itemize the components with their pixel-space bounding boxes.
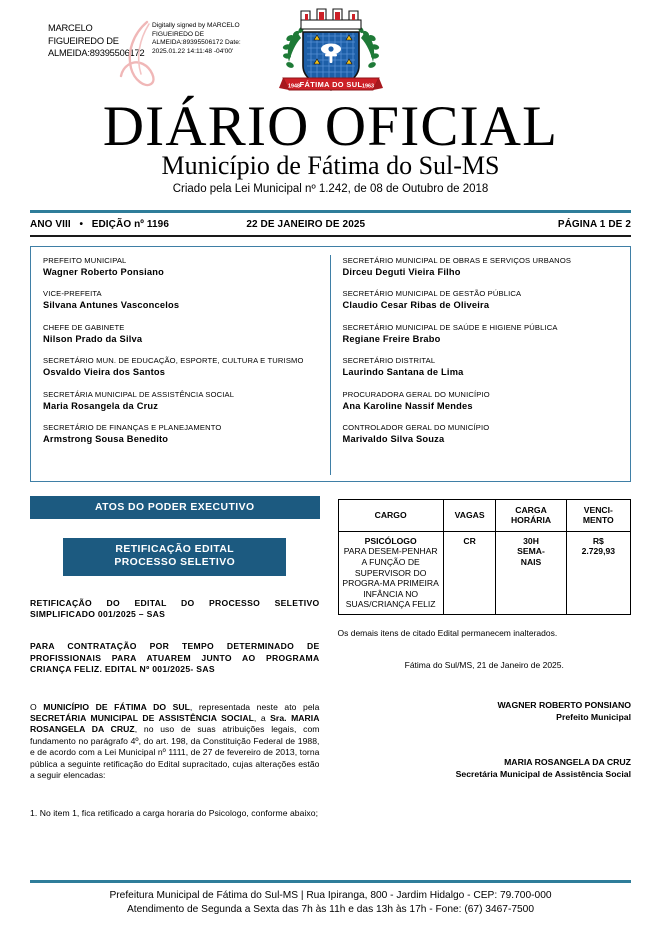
edition-year: ANO VIII [30, 218, 71, 230]
header-rule-bottom [30, 235, 631, 237]
venc-currency: R$ [592, 535, 604, 546]
page-indicator: PÁGINA 1 DE 2 [557, 218, 631, 230]
table-row [338, 531, 631, 614]
official-name: Maria Rosangela da Cruz [43, 400, 159, 411]
official-entry [43, 389, 320, 412]
official-role: PROCURADORA GERAL DO MUNICÍPIO [342, 389, 490, 399]
svg-text:1963: 1963 [361, 83, 374, 90]
venc-line-2: MENTO [582, 515, 614, 526]
note-inalterados: Os demais itens de citado Edital permanecem inalterados. [337, 627, 558, 638]
signature-title-prefeito: Prefeito Municipal [556, 711, 631, 722]
banner-retificacao-line-2: PROCESSO SELETIVO [114, 557, 236, 569]
carga-line-1: CARGA [515, 504, 547, 515]
cell-cargo [338, 531, 443, 614]
body-run-1: MUNICÍPIO DE FÁTIMA DO SUL [43, 701, 190, 712]
svg-text:FÁTIMA DO SUL: FÁTIMA DO SUL [299, 80, 362, 89]
official-name: Ana Karoline Nassif Mendes [342, 400, 473, 411]
carga-value-1: 30H [523, 535, 539, 546]
official-name: Armstrong Sousa Benedito [43, 434, 169, 445]
edition-left [30, 219, 246, 230]
digital-signature-block [48, 22, 258, 60]
table-header-vagas: VAGAS [443, 499, 496, 531]
official-name: Laurindo Santana de Lima [342, 367, 464, 378]
signature-name-prefeito: WAGNER ROBERTO PONSIANO [497, 699, 631, 710]
official-entry [343, 255, 621, 278]
cell-carga-horaria [496, 531, 566, 614]
official-entry [343, 322, 621, 345]
official-role: SECRETÁRIO MUNICIPAL DE OBRAS E SERVIÇOS URBANOS [342, 255, 572, 265]
officials-column-right [331, 255, 631, 475]
official-name: Claudio Cesar Ribas de Oliveira [342, 300, 490, 311]
content-column-left [30, 496, 331, 886]
carga-line-2: HORÁRIA [510, 515, 552, 526]
signature-block-prefeito [338, 699, 632, 723]
cargo-title: PSICÓLOGO [364, 535, 417, 546]
official-entry [343, 389, 621, 412]
officials-box [30, 246, 631, 482]
page-footer [30, 880, 631, 917]
carga-value-3: NAIS [520, 556, 542, 567]
official-role: SECRETÁRIA MUNICIPAL DE ASSISTÊNCIA SOCIAL [43, 389, 235, 399]
edition-bar [30, 213, 631, 235]
official-role: SECRETÁRIO DE FINANÇAS E PLANEJAMENTO [43, 423, 222, 433]
official-role: VICE-PREFEITA [43, 289, 102, 299]
body-run-0: O [30, 701, 44, 712]
footer-text [30, 883, 631, 917]
edition-separator-dot: • [79, 218, 84, 230]
official-name: Wagner Roberto Ponsiano [43, 266, 164, 277]
table-header-carga-horaria [496, 499, 566, 531]
item-1-text: 1. No item 1, fica retificado a carga horaria do Psicologo, conforme abaixo; [30, 808, 319, 819]
official-entry [43, 288, 320, 311]
coat-of-arms-icon [277, 4, 385, 104]
venc-line-1: VENCI- [583, 504, 613, 515]
table-header-vencimento [566, 499, 630, 531]
heading-contratacao: PARA CONTRATAÇÃO POR TEMPO DETERMINADO DE PROFISSIONAIS PARA ATUAREM JUNTO AO PROGRAMA CRIANÇA FELIZ. EDITAL Nº 001/2025- SAS [30, 641, 320, 675]
official-entry [43, 255, 320, 278]
table-header-row [338, 499, 631, 531]
body-paragraph-main [30, 702, 320, 782]
official-name: Dirceu Deguti Vieira Filho [342, 266, 461, 277]
heading-retificacao-edital: RETIFICAÇÃO DO EDITAL DO PROCESSO SELETIVO SIMPLIFICADO 001/2025 – SAS [30, 597, 320, 619]
official-role: SECRETÁRIO DISTRITAL [342, 356, 436, 366]
content-column-right [331, 496, 632, 886]
edition-number: EDIÇÃO nº 1196 [91, 218, 170, 230]
official-name: Osvaldo Vieira dos Santos [43, 367, 166, 378]
body-columns [30, 496, 631, 886]
footer-line-2: Atendimento de Segunda a Sexta das 7h às 11h e das 13h às 17h - Fone: (67) 3467-7500 [126, 904, 535, 915]
body-run-6: , no uso de suas atribuições legais, com fundamento no parágrafo 4º, do art. 198, da Constituição Federal de 1988, e de acordo com a Lei Municipal nº 1111, de 27 de fevereiro de 2013, torna pública a seguinte retificação do Edital supracitado, cujas alterações estão a seguir elencadas: [30, 724, 320, 781]
table-header-cargo: CARGO [338, 499, 443, 531]
official-entry [343, 355, 621, 378]
place-and-date: Fátima do Sul/MS, 21 de Janeiro de 2025. [404, 659, 564, 670]
footer-line-1: Prefeitura Municipal de Fátima do Sul-MS | Rua Ipiranga, 800 - Jardim Hidalgo - CEP: 79.700-000 [109, 890, 552, 901]
official-entry [43, 355, 320, 378]
edition-date: 22 DE JANEIRO DE 2025 [246, 218, 366, 230]
official-name: Nilson Prado da Silva [43, 333, 143, 344]
official-entry [43, 322, 320, 345]
signature-block-secretaria [338, 756, 632, 780]
official-name: Silvana Antunes Vasconcelos [43, 300, 180, 311]
body-run-5: Sra. MARIA ROSANGELA DA CRUZ [30, 713, 320, 735]
signature-details: Digitally signed by MARCELO FIGUEIREDO DE ALMEIDA:89395506172 Date: 2025.01.22 14:11:48 -04'00' [152, 22, 241, 55]
signature-title-secretaria: Secretária Municipal de Assistência Social [455, 768, 631, 779]
officials-column-left [31, 255, 331, 475]
official-entry [43, 422, 320, 445]
signature-subject-name: MARCELO FIGUEIREDO DE ALMEIDA:89395506172 [48, 23, 145, 58]
cargo-description: PARA DESEM-PENHAR A FUNÇÃO DE SUPERVISOR DO PROGRA-MA PRIMEIRA INFÂNCIA NO SUAS/CRIANÇA FELIZ [342, 546, 439, 610]
cell-vagas: CR [443, 531, 496, 614]
venc-amount: 2.729,93 [581, 546, 616, 557]
official-role: SECRETÁRIO MUNICIPAL DE SAÚDE E HIGIENE PÚBLICA [342, 322, 558, 332]
official-role: CHEFE DE GABINETE [43, 322, 125, 332]
official-role: CONTROLADOR GERAL DO MUNICÍPIO [342, 423, 490, 433]
svg-text:1948: 1948 [287, 83, 300, 90]
masthead [30, 0, 631, 210]
banner-retificacao-edital [63, 538, 286, 576]
signature-name-secretaria: MARIA ROSANGELA DA CRUZ [504, 756, 631, 767]
body-run-4: , a [253, 713, 271, 724]
page-title: DIÁRIO OFICIAL [102, 95, 559, 158]
body-run-2: , representada neste ato pela [189, 701, 320, 712]
body-run-3: SECRETÁRIA MUNICIPAL DE ASSISTÊNCIA SOCIAL [30, 713, 254, 724]
carga-value-2: SEMA- [517, 546, 545, 557]
official-name: Regiane Freire Brabo [342, 333, 441, 344]
cell-vencimento [566, 531, 630, 614]
banner-retificacao-line-1: RETIFICAÇÃO EDITAL [115, 543, 235, 555]
page-subtitle: Município de Fátima do Sul-MS [161, 151, 500, 180]
official-entry [343, 422, 621, 445]
banner-atos-poder-executivo: ATOS DO PODER EXECUTIVO [30, 496, 320, 519]
official-role: SECRETÁRIO MUNICIPAL DE GESTÃO PÚBLICA [342, 289, 522, 299]
official-entry [343, 288, 621, 311]
creation-law-line: Criado pela Lei Municipal nº 1.242, de 08 de Outubro de 2018 [172, 183, 489, 195]
official-name: Marivaldo Silva Souza [342, 434, 445, 445]
cargo-table [338, 499, 632, 615]
official-role: PREFEITO MUNICIPAL [43, 255, 127, 265]
official-role: SECRETÁRIO MUN. DE EDUCAÇÃO, ESPORTE, CULTURA E TURISMO [43, 356, 304, 366]
